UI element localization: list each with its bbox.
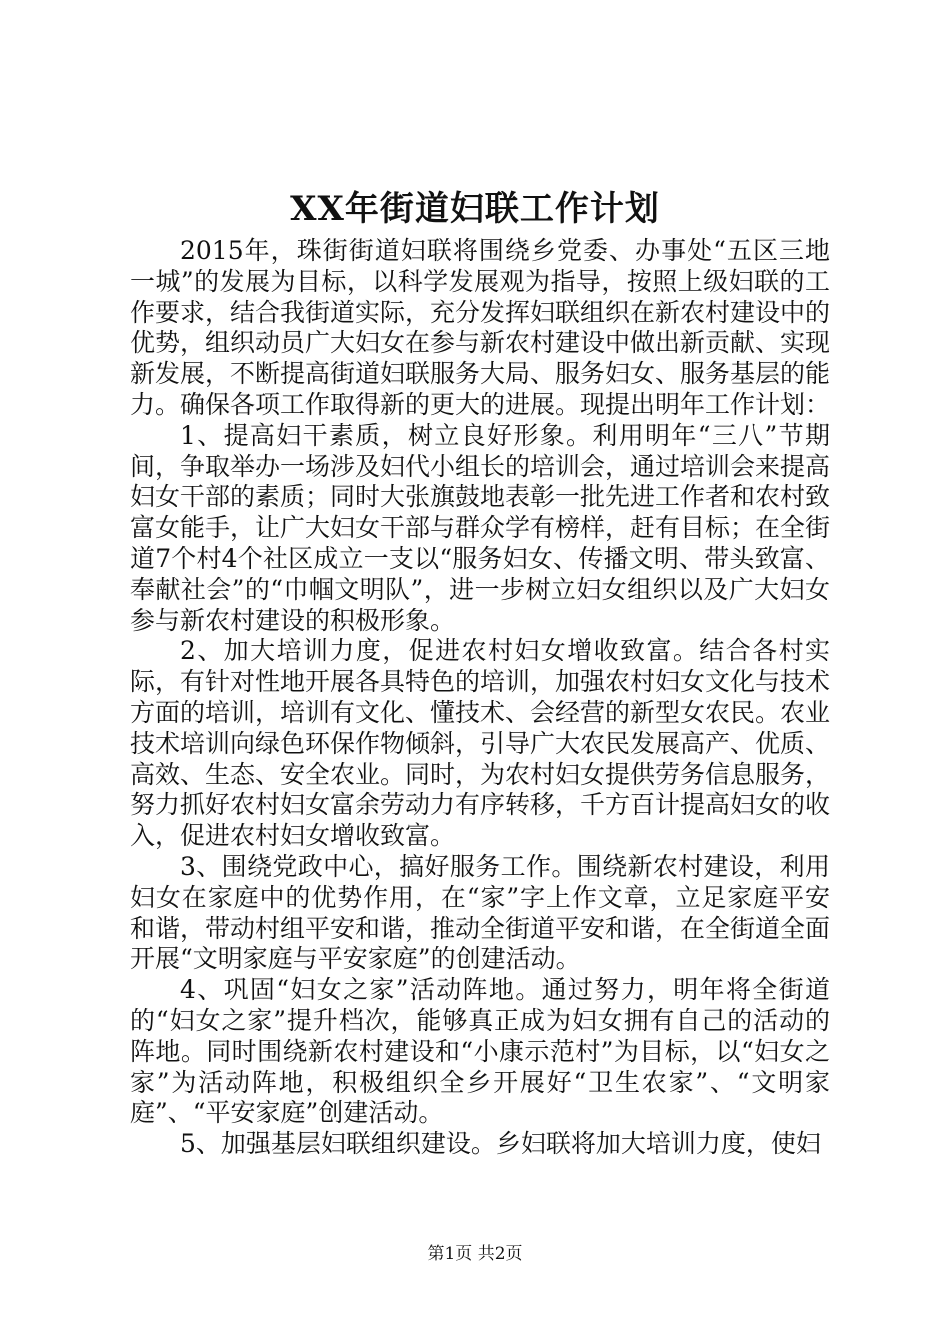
document-title: XX年街道妇联工作计划 — [290, 189, 660, 229]
plan-item-5-paragraph: 5、加强基层妇联组织建设。乡妇联将加大培训力度，使妇 — [180, 1129, 821, 1159]
plan-item-3-paragraph: 3、围绕党政中心，搞好服务工作。围绕新农村建设，利用妇女在家庭中的优势作用，在“家”字上作文章，立足家庭平安和谐，带动村组平安和谐，推动全街道平安和谐，在全街道全面开展“文明家庭与平安家庭”的创建活动。 — [130, 851, 831, 974]
plan-item-1-paragraph: 1、提高妇干素质，树立良好形象。利用明年“三八”节期间，争取举办一场涉及妇代小组长的培训会，通过培训会来提高妇女干部的素质；同时大张旗鼓地表彰一批先进工作者和农村致富女能手，让广大妇女干部与群众学有榜样，赶有目标；在全街道7个村4个社区成立一支以“服务妇女、传播文明、带头致富、奉献社会”的“巾帼文明队”，进一步树立妇女组织以及广大妇女参与新农村建设的积极形象。 — [130, 420, 831, 635]
document-body — [130, 236, 830, 1160]
plan-item-4-paragraph: 4、巩固“妇女之家”活动阵地。通过努力，明年将全街道的“妇女之家”提升档次，能够真正成为妇女拥有自己的活动的阵地。同时围绕新农村建设和“小康示范村”为目标，以“妇女之家”为活动阵地，积极组织全乡开展好“卫生农家”、“文明家庭”、“平安家庭”创建活动。 — [130, 975, 830, 1128]
page-footer: 第1页 共2页 — [427, 1244, 523, 1264]
intro-paragraph: 2015年，珠街街道妇联将围绕乡党委、办事处“五区三地一城”的发展为目标，以科学发展观为指导，按照上级妇联的工作要求，结合我街道实际，充分发挥妇联组织在新农村建设中的优势，组织动员广大妇女在参与新农村建设中做出新贡献、实现新发展，不断提高街道妇联服务大局、服务妇女、服务基层的能力。确保各项工作取得新的更大的进展。现提出明年工作计划： — [130, 236, 831, 419]
plan-item-2-paragraph: 2、加大培训力度，促进农村妇女增收致富。结合各村实际，有针对性地开展各具特色的培训，加强农村妇女文化与技术方面的培训，培训有文化、懂技术、会经营的新型女农民。农业技术培训向绿色环保作物倾斜，引导广大农民发展高产、优质、高效、生态、安全农业。同时，为农村妇女提供劳务信息服务，努力抓好农村妇女富余劳动力有序转移，千方百计提高妇女的收入，促进农村妇女增收致富。 — [130, 636, 831, 851]
